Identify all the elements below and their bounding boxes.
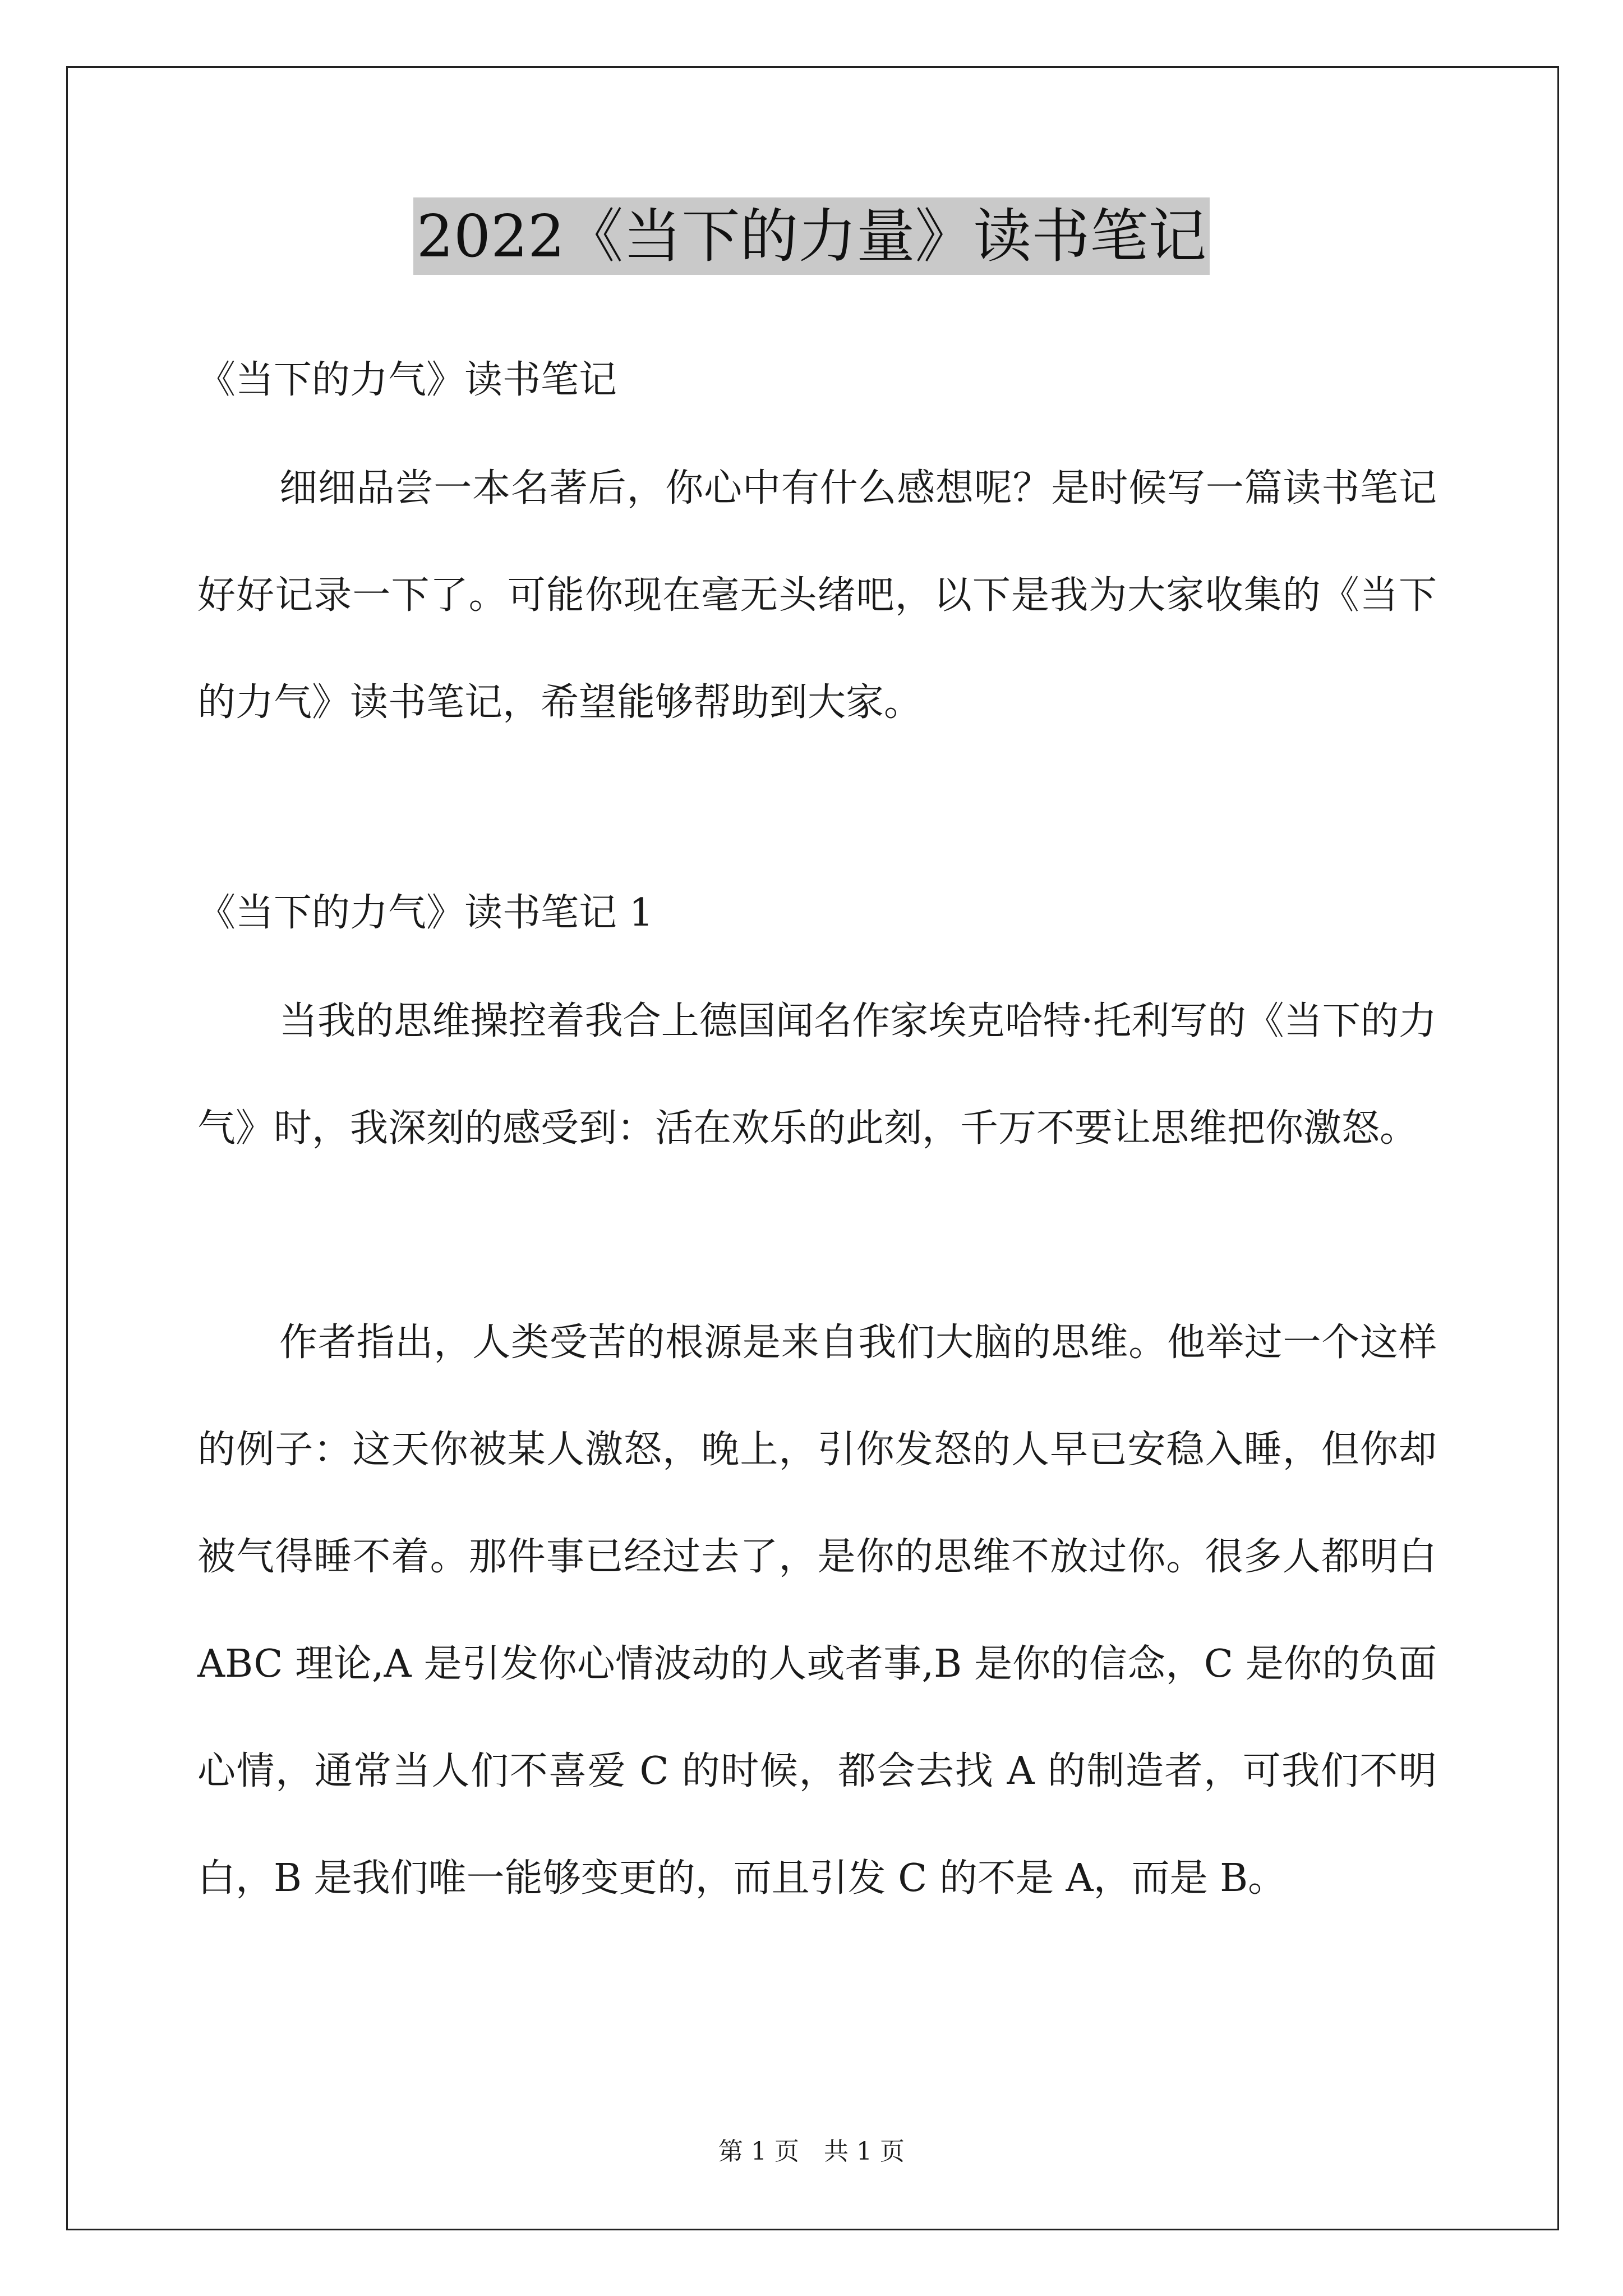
- intro-paragraph: 细细品尝一本名著后，你心中有什么感想呢？是时候写一篇读书笔记好好记录一下了。可能你现在毫无头绪吧，以下是我为大家收集的《当下的力气》读书笔记，希望能够帮助到大家。: [197, 466, 1437, 725]
- section-paragraph-1: 当我的思维操控着我合上德国闻名作家埃克哈特·托利写的《当下的力气》时，我深刻的感受到：活在欢乐的此刻，千万不要让思维把你激怒。: [197, 999, 1437, 1151]
- document-title: 2022《当下的力量》读书笔记: [413, 197, 1210, 275]
- section-paragraph-2: 作者指出，人类受苦的根源是来自我们大脑的思维。他举过一个这样的例子：这天你被某人激怒，晚上，引你发怒的人早已安稳入睡，但你却被气得睡不着。那件事已经过去了，是你的思维不放过你。很多人都明白 ABC 理论,A 是引发你心情波动的人或者事,B 是你的信念，C 是你的负面心情，通常当人们不喜爱 C 的时候，都会去找 A 的制造者，可我们不明白，B 是我们唯一能够变更的，而且引发 C 的不是 A，而是 B。: [197, 1320, 1437, 1901]
- page-footer: 第 1 页 共 1 页: [718, 2137, 905, 2166]
- title-container: [0, 197, 1623, 275]
- section-heading: 《当下的力气》读书笔记 1: [197, 891, 653, 935]
- intro-heading: 《当下的力气》读书笔记: [197, 358, 617, 402]
